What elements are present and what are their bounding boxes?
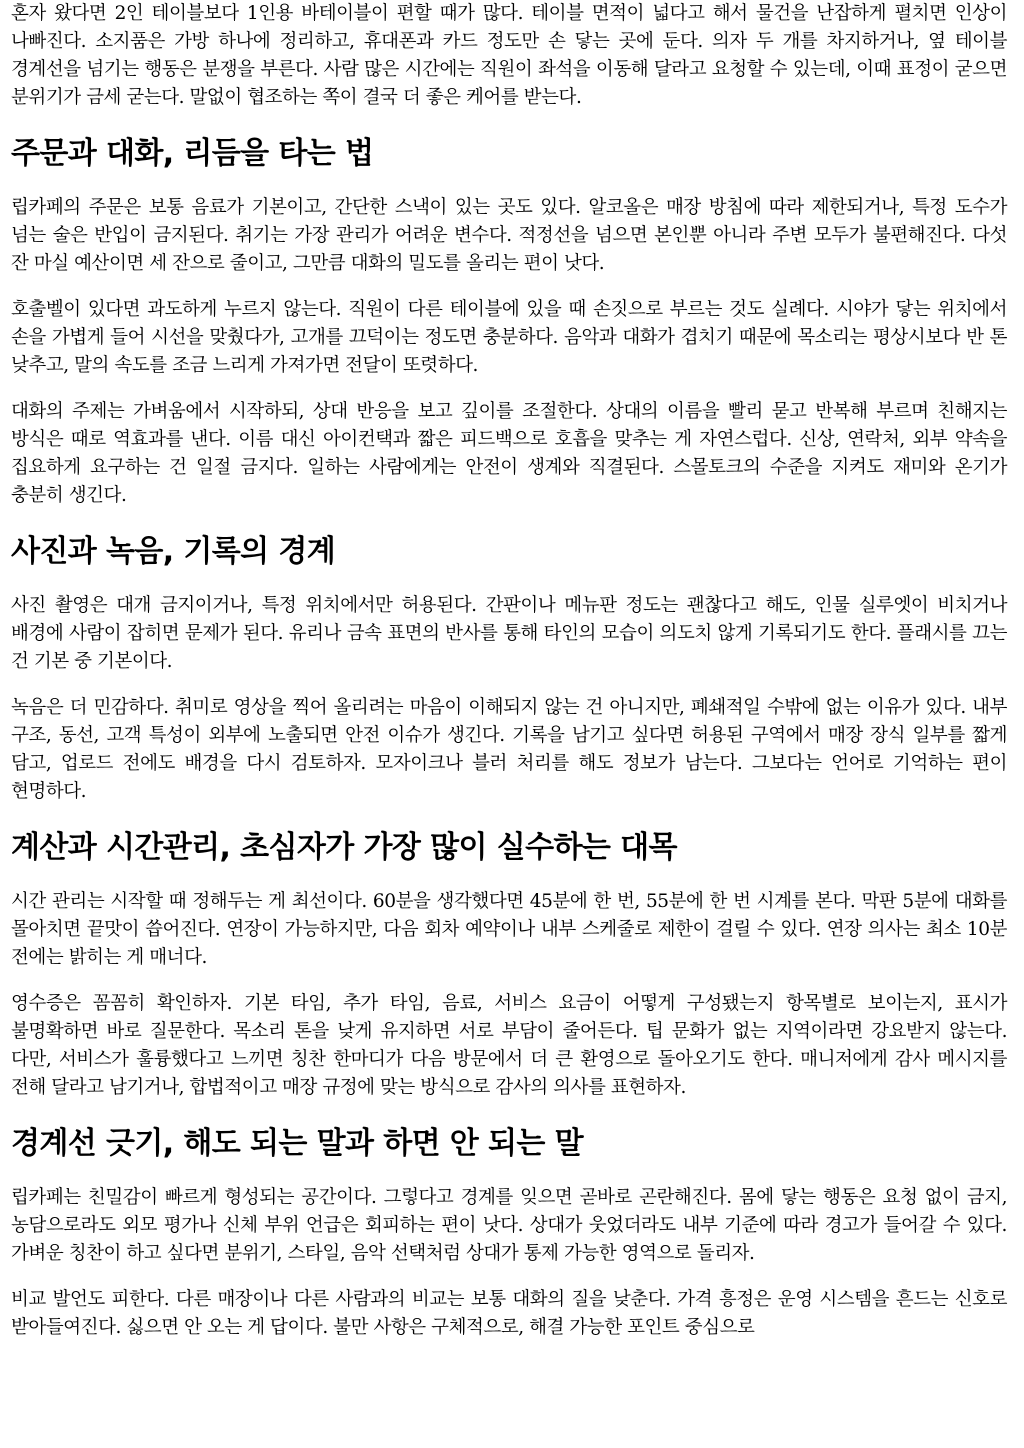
section-heading: 계산과 시간관리, 초심자가 가장 많이 실수하는 대목 xyxy=(11,830,677,865)
paragraph: 영수증은 꼼꼼히 확인하자. 기본 타임, 추가 타임, 음료, 서비스 요금이 어떻게 구성됐는지 항목별로 보이는지, 표시가 불명확하면 바로 질문한다. 목소리 톤을 낮게 유지하면 서로 부담이 줄어든다. 팁 문화가 없는 지역이라면 강요받지 않는다. 다만, 서비스가 훌륭했다고 느끼면 칭찬 한마디가 다음 방문에서 더 큰 환영으로 돌아오기도 한다. 매니저에게 감사 메시지를 전해 달라고 남기거나, 합법적이고 매장 규정에 맞는 방식으로 감사의 의사를 표현하자. xyxy=(11,993,1007,1098)
section-heading: 사진과 녹음, 기록의 경계 xyxy=(11,534,336,569)
paragraph: 대화의 주제는 가벼움에서 시작하되, 상대 반응을 보고 깊이를 조절한다. 상대의 이름을 빨리 묻고 반복해 부르며 친해지는 방식은 때로 역효과를 낸다. 이름 대신 아이컨택과 짧은 피드백으로 호흡을 맞추는 게 자연스럽다. 신상, 연락처, 외부 약속을 집요하게 요구하는 건 일절 금지다. 일하는 사람에게는 안전이 생계와 직결된다. 스몰토크의 수준을 지켜도 재미와 온기가 충분히 생긴다. xyxy=(11,401,1007,506)
paragraph: 호출벨이 있다면 과도하게 누르지 않는다. 직원이 다른 테이블에 있을 때 손짓으로 부르는 것도 실례다. 시야가 닿는 위치에서 손을 가볍게 들어 시선을 맞췄다가, 고개를 끄덕이는 정도면 충분하다. 음악과 대화가 겹치기 때문에 목소리는 평상시보다 반 톤 낮추고, 말의 속도를 조금 느리게 가져가면 전달이 또렷하다. xyxy=(11,299,1007,376)
paragraph: 비교 발언도 피한다. 다른 매장이나 다른 사람과의 비교는 보통 대화의 질을 낮춘다. 가격 흥정은 운영 시스템을 흔드는 신호로 받아들여진다. 싫으면 안 오는 게 답이다. 불만 사항은 구체적으로, 해결 가능한 포인트 중심으로 xyxy=(11,1289,1007,1338)
paragraph: 녹음은 더 민감하다. 취미로 영상을 찍어 올리려는 마음이 이해되지 않는 건 아니지만, 폐쇄적일 수밖에 없는 이유가 있다. 내부 구조, 동선, 고객 특성이 외부에 노출되면 안전 이슈가 생긴다. 기록을 남기고 싶다면 허용된 구역에서 매장 장식 일부를 짧게 담고, 업로드 전에도 배경을 다시 검토하자. 모자이크나 블러 처리를 해도 정보가 남는다. 그보다는 언어로 기억하는 편이 현명하다. xyxy=(11,697,1007,802)
paragraph: 립카페의 주문은 보통 음료가 기본이고, 간단한 스낵이 있는 곳도 있다. 알코올은 매장 방침에 따라 제한되거나, 특정 도수가 넘는 술은 반입이 금지된다. 취기는 가장 관리가 어려운 변수다. 적정선을 넘으면 본인뿐 아니라 주변 모두가 불편해진다. 다섯 잔 마실 예산이면 세 잔으로 줄이고, 그만큼 대화의 밀도를 올리는 편이 낫다. xyxy=(11,197,1007,274)
paragraph: 립카페는 친밀감이 빠르게 형성되는 공간이다. 그렇다고 경계를 잊으면 곧바로 곤란해진다. 몸에 닿는 행동은 요청 없이 금지, 농담으로라도 외모 평가나 신체 부위 언급은 회피하는 편이 낫다. 상대가 웃었더라도 내부 기준에 따라 경고가 들어갈 수 있다. 가벼운 칭찬이 하고 싶다면 분위기, 스타일, 음악 선택처럼 상대가 통제 가능한 영역으로 돌리자. xyxy=(11,1187,1007,1264)
section-boundaries xyxy=(11,1124,1007,1342)
section-ordering-and-conversation xyxy=(11,134,1007,510)
section-heading: 주문과 대화, 리듬을 타는 법 xyxy=(11,136,374,171)
paragraph: 사진 촬영은 대개 금지이거나, 특정 위치에서만 허용된다. 간판이나 메뉴판 정도는 괜찮다고 해도, 인물 실루엣이 비치거나 배경에 사람이 잡히면 문제가 된다. 유리나 금속 표면의 반사를 통해 타인의 모습이 의도치 않게 기록되기도 한다. 플래시를 끄는 건 기본 중 기본이다. xyxy=(11,595,1007,672)
section-heading: 경계선 긋기, 해도 되는 말과 하면 안 되는 말 xyxy=(11,1126,584,1161)
intro-paragraph: 혼자 왔다면 2인 테이블보다 1인용 바테이블이 편할 때가 많다. 테이블 면적이 넓다고 해서 물건을 난잡하게 펼치면 인상이 나빠진다. 소지품은 가방 하나에 정리하고, 휴대폰과 카드 정도만 손 닿는 곳에 둔다. 의자 두 개를 차지하거나, 옆 테이블 경계선을 넘기는 행동은 분쟁을 부른다. 사람 많은 시간에는 직원이 좌석을 이동해 달라고 요청할 수 있는데, 이때 표정이 굳으면 분위기가 금세 굳는다. 말없이 협조하는 쪽이 결국 더 좋은 케어를 받는다. xyxy=(11,3,1007,108)
article xyxy=(11,0,1007,1360)
paragraph: 시간 관리는 시작할 때 정해두는 게 최선이다. 60분을 생각했다면 45분에 한 번, 55분에 한 번 시계를 본다. 막판 5분에 대화를 몰아치면 끝맛이 씁어진다. 연장이 가능하지만, 다음 회차 예약이나 내부 스케줄로 제한이 걸릴 수 있다. 연장 의사는 최소 10분 전에는 밝히는 게 매너다. xyxy=(11,891,1007,968)
section-photo-and-recording xyxy=(11,532,1007,806)
section-payment-and-time xyxy=(11,828,1007,1102)
